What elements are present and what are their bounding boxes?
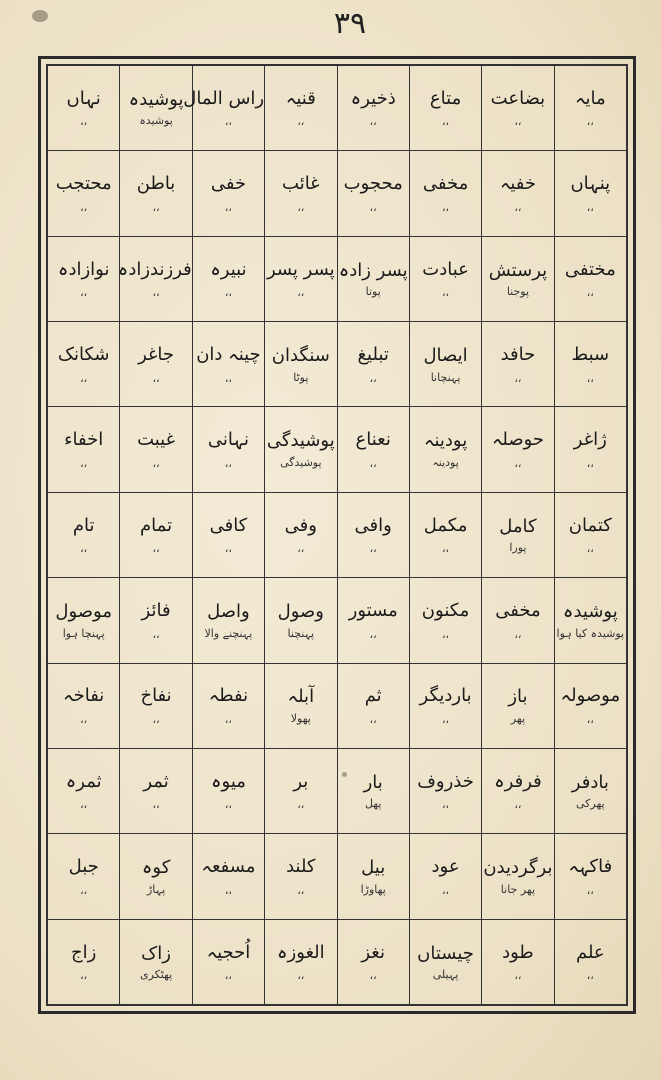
- word-cell: [265, 236, 337, 321]
- word-text: زاک: [141, 942, 171, 964]
- ditto-mark: ،،: [586, 286, 594, 300]
- word-text: مسفعہ: [201, 856, 256, 878]
- word-text: وافی: [354, 514, 392, 536]
- word-cell: [265, 578, 337, 663]
- vocabulary-table: [47, 65, 627, 1005]
- word-cell: [337, 322, 409, 407]
- ditto-mark: ،،: [80, 200, 88, 214]
- ditto-mark: ،،: [514, 627, 522, 641]
- word-cell: [192, 407, 264, 492]
- ditto-mark: ،،: [514, 456, 522, 470]
- gloss-text: پھٹکری: [139, 968, 173, 982]
- word-text: نہانی: [207, 429, 249, 451]
- word-text: متاع: [429, 87, 462, 109]
- word-cell: [48, 322, 120, 407]
- word-text: مایہ: [574, 87, 606, 109]
- ditto-mark: ،،: [369, 115, 377, 129]
- word-text: ثمرہ: [65, 770, 102, 792]
- word-cell: [120, 322, 192, 407]
- word-text: پوشیدہ: [562, 601, 618, 623]
- ditto-mark: ،،: [152, 456, 160, 470]
- word-text: مخفی: [422, 173, 469, 195]
- word-text: موصول: [55, 601, 112, 623]
- gloss-text: پھر: [510, 711, 526, 725]
- ditto-mark: ،،: [586, 969, 594, 983]
- ditto-mark: ،،: [152, 200, 160, 214]
- word-cell: [265, 663, 337, 748]
- ditto-mark: ،،: [514, 798, 522, 812]
- ditto-mark: ،،: [586, 712, 594, 726]
- ditto-mark: ،،: [514, 371, 522, 385]
- word-text: نفاخ: [140, 685, 172, 707]
- word-cell: [337, 578, 409, 663]
- word-text: مستور: [348, 600, 398, 622]
- ditto-mark: ،،: [514, 115, 522, 129]
- word-text: بیل: [361, 857, 386, 879]
- ditto-mark: ،،: [369, 456, 377, 470]
- ditto-mark: ،،: [586, 115, 594, 129]
- word-text: مختفی: [564, 258, 616, 280]
- gloss-text: پھل: [364, 797, 382, 811]
- ditto-mark: ،،: [152, 798, 160, 812]
- word-cell: [265, 407, 337, 492]
- word-text: زاج: [71, 941, 97, 963]
- word-text: بادفر: [571, 771, 609, 793]
- ditto-mark: ،،: [80, 542, 88, 556]
- word-text: ژاغر: [573, 429, 607, 451]
- word-cell: [192, 919, 264, 1004]
- gloss-text: پوشیدہ: [139, 114, 173, 128]
- word-cell: [337, 407, 409, 492]
- ditto-mark: ،،: [442, 200, 450, 214]
- word-text: نعناع: [355, 429, 391, 451]
- ditto-mark: ،،: [442, 542, 450, 556]
- ditto-mark: ،،: [224, 798, 232, 812]
- word-text: بار: [363, 771, 383, 793]
- word-text: فائز: [141, 600, 171, 622]
- word-cell: [554, 151, 626, 236]
- word-cell: [265, 151, 337, 236]
- word-text: پرستش: [488, 259, 548, 281]
- word-text: شکانک: [57, 343, 110, 365]
- gloss-text: پہنچا ہوا: [62, 626, 105, 640]
- gloss-text: پورا: [509, 541, 527, 555]
- word-cell: [48, 748, 120, 833]
- ditto-mark: ،،: [224, 883, 232, 897]
- ditto-mark: ،،: [586, 456, 594, 470]
- word-text: سنگدان: [271, 344, 330, 366]
- ditto-mark: ،،: [586, 371, 594, 385]
- word-text: پسر پسر: [266, 258, 335, 280]
- word-text: نوازادہ: [57, 258, 110, 280]
- word-cell: [409, 236, 481, 321]
- word-text: پنہاں: [570, 173, 611, 195]
- word-cell: [554, 834, 626, 919]
- word-text: وصول: [277, 601, 324, 623]
- gloss-text: پہنچانا: [430, 370, 461, 384]
- word-cell: [192, 492, 264, 577]
- word-cell: [120, 407, 192, 492]
- word-cell: [48, 663, 120, 748]
- word-text: باطن: [136, 173, 176, 195]
- ditto-mark: ،،: [80, 115, 88, 129]
- word-cell: [554, 322, 626, 407]
- ditto-mark: ،،: [369, 627, 377, 641]
- word-cell: [482, 322, 554, 407]
- word-cell: [265, 748, 337, 833]
- word-text: فرزندزادہ: [117, 258, 192, 280]
- word-text: نہاں: [66, 87, 101, 109]
- word-cell: [192, 578, 264, 663]
- word-text: عود: [431, 856, 460, 878]
- word-cell: [482, 492, 554, 577]
- word-text: اُحجیہ: [206, 941, 251, 963]
- table-row: [48, 834, 627, 919]
- gloss-text: پوشیدہ کیا ہوا: [556, 626, 625, 640]
- ditto-mark: ،،: [152, 286, 160, 300]
- word-text: وفی: [284, 514, 317, 536]
- word-text: عبادت: [422, 258, 469, 280]
- gloss-text: پودینہ: [432, 455, 459, 469]
- word-cell: [409, 834, 481, 919]
- word-cell: [482, 834, 554, 919]
- table-row: [48, 748, 627, 833]
- word-cell: [482, 66, 554, 151]
- word-cell: [48, 834, 120, 919]
- word-text: غائب: [282, 173, 320, 195]
- word-cell: [120, 151, 192, 236]
- ditto-mark: ،،: [297, 883, 305, 897]
- ditto-mark: ،،: [297, 200, 305, 214]
- gloss-text: پھرکی: [576, 797, 605, 811]
- gloss-text: پھولا: [290, 711, 311, 725]
- ditto-mark: ،،: [514, 969, 522, 983]
- ditto-mark: ،،: [224, 286, 232, 300]
- word-cell: [337, 66, 409, 151]
- ditto-mark: ،،: [442, 883, 450, 897]
- word-text: نبیرہ: [210, 258, 247, 280]
- ditto-mark: ،،: [297, 798, 305, 812]
- word-cell: [337, 236, 409, 321]
- word-cell: [265, 834, 337, 919]
- word-cell: [482, 236, 554, 321]
- word-cell: [554, 919, 626, 1004]
- word-cell: [192, 151, 264, 236]
- word-text: اخفاء: [64, 429, 104, 451]
- word-text: فرفرہ: [494, 770, 542, 792]
- ditto-mark: ،،: [442, 627, 450, 641]
- table-row: [48, 492, 627, 577]
- ditto-mark: ،،: [442, 712, 450, 726]
- word-cell: [554, 236, 626, 321]
- ditto-mark: ،،: [442, 798, 450, 812]
- gloss-text: پوشیدگی: [280, 455, 322, 469]
- word-text: پوشیدہ: [128, 88, 184, 110]
- word-text: حافد: [500, 343, 536, 365]
- word-text: الغوزہ: [276, 941, 325, 963]
- word-cell: [337, 748, 409, 833]
- table-frame: [38, 56, 636, 1014]
- ditto-mark: ،،: [586, 883, 594, 897]
- word-text: کلند: [286, 856, 316, 878]
- ditto-mark: ،،: [152, 712, 160, 726]
- word-text: کتمان: [568, 514, 612, 536]
- word-cell: [192, 748, 264, 833]
- word-cell: [48, 578, 120, 663]
- word-text: خفی: [210, 173, 247, 195]
- gloss-text: پہنچنا: [287, 626, 315, 640]
- ditto-mark: ،،: [442, 286, 450, 300]
- word-text: ذخیرہ: [350, 87, 396, 109]
- word-text: قنیہ: [285, 87, 316, 109]
- word-text: باز: [508, 686, 528, 708]
- word-cell: [48, 151, 120, 236]
- word-cell: [409, 66, 481, 151]
- word-cell: [48, 407, 120, 492]
- word-cell: [265, 492, 337, 577]
- word-cell: [337, 663, 409, 748]
- word-cell: [265, 919, 337, 1004]
- word-text: محتجب: [55, 173, 112, 195]
- word-text: ثمر: [143, 770, 169, 792]
- ditto-mark: ،،: [224, 371, 232, 385]
- ditto-mark: ،،: [297, 286, 305, 300]
- word-text: جاغر: [138, 343, 175, 365]
- word-text: نغز: [361, 941, 385, 963]
- gloss-text: پھر جانا: [500, 882, 536, 896]
- word-text: ثم: [364, 685, 382, 707]
- word-cell: [120, 834, 192, 919]
- word-cell: [48, 66, 120, 151]
- word-cell: [265, 66, 337, 151]
- ditto-mark: ،،: [152, 627, 160, 641]
- word-cell: [554, 407, 626, 492]
- word-text: چیستاں: [417, 942, 474, 964]
- word-cell: [482, 748, 554, 833]
- word-cell: [409, 578, 481, 663]
- word-cell: [409, 663, 481, 748]
- ditto-mark: ،،: [152, 542, 160, 556]
- ditto-mark: ،،: [152, 371, 160, 385]
- ditto-mark: ،،: [586, 542, 594, 556]
- word-cell: [482, 663, 554, 748]
- word-text: غیبت: [137, 429, 176, 451]
- word-cell: [409, 407, 481, 492]
- word-cell: [120, 492, 192, 577]
- ditto-mark: ،،: [369, 969, 377, 983]
- word-text: علم: [575, 941, 605, 963]
- ditto-mark: ،،: [80, 712, 88, 726]
- ditto-mark: ،،: [224, 969, 232, 983]
- ditto-mark: ،،: [369, 200, 377, 214]
- gloss-text: پہنچنے والا: [204, 626, 253, 640]
- word-text: خذروف: [417, 770, 474, 792]
- word-text: ایصال: [423, 344, 468, 366]
- ditto-mark: ،،: [442, 115, 450, 129]
- word-text: محجوب: [343, 173, 403, 195]
- ditto-mark: ،،: [224, 542, 232, 556]
- table-row: [48, 236, 627, 321]
- word-text: خفیہ: [499, 173, 537, 195]
- word-text: سبط: [571, 343, 610, 365]
- word-cell: [265, 322, 337, 407]
- table-row: [48, 66, 627, 151]
- word-text: چینہ دان: [196, 343, 261, 365]
- word-text: پسر زادہ: [338, 259, 408, 281]
- word-cell: [192, 236, 264, 321]
- word-text: باردیگر: [419, 685, 472, 707]
- ditto-mark: ،،: [80, 883, 88, 897]
- word-cell: [183, 66, 265, 151]
- table-row: [48, 578, 627, 663]
- ditto-mark: ،،: [514, 200, 522, 214]
- word-cell: [48, 919, 120, 1004]
- word-cell: [554, 578, 626, 663]
- word-text: میوہ: [210, 770, 246, 792]
- word-cell: [337, 919, 409, 1004]
- word-cell: [192, 663, 264, 748]
- word-cell: [120, 66, 192, 151]
- word-cell: [482, 578, 554, 663]
- word-text: جبل: [68, 856, 99, 878]
- word-cell: [482, 151, 554, 236]
- word-cell: [192, 322, 264, 407]
- word-text: کامل: [499, 515, 537, 537]
- table-row: [48, 322, 627, 407]
- ditto-mark: ،،: [224, 200, 232, 214]
- word-text: کوہ: [141, 857, 171, 879]
- word-cell: [554, 663, 626, 748]
- word-cell: [117, 236, 192, 321]
- word-cell: [48, 236, 120, 321]
- word-text: آبلہ: [287, 686, 315, 708]
- gloss-text: پوٹا: [293, 370, 309, 384]
- word-text: طود: [502, 941, 534, 963]
- page-number: ۳۹: [333, 6, 367, 41]
- word-cell: [120, 578, 192, 663]
- word-cell: [120, 663, 192, 748]
- word-text: تام: [72, 514, 95, 536]
- ditto-mark: ،،: [224, 115, 232, 129]
- ditto-mark: ،،: [80, 969, 88, 983]
- ditto-mark: ،،: [369, 371, 377, 385]
- gloss-text: پوتا: [365, 285, 381, 299]
- word-text: موصولہ: [560, 685, 621, 707]
- ink-stain: [32, 10, 48, 22]
- word-text: مکمل: [423, 514, 468, 536]
- word-cell: [482, 407, 554, 492]
- ditto-mark: ،،: [80, 286, 88, 300]
- word-text: فاکہہ: [568, 856, 613, 878]
- ditto-mark: ،،: [224, 456, 232, 470]
- table-row: [48, 663, 627, 748]
- ditto-mark: ،،: [297, 969, 305, 983]
- word-text: حوصلہ: [491, 429, 545, 451]
- gloss-text: پوجنا: [506, 285, 530, 299]
- ditto-mark: ،،: [369, 712, 377, 726]
- word-text: نفطہ: [208, 685, 249, 707]
- table-row: [48, 919, 627, 1004]
- word-cell: [482, 919, 554, 1004]
- word-text: بضاعت: [490, 87, 546, 109]
- ditto-mark: ،،: [224, 712, 232, 726]
- word-text: راس المال: [183, 87, 265, 109]
- word-text: برگردیدن: [483, 857, 553, 879]
- table-row: [48, 151, 627, 236]
- word-cell: [192, 834, 264, 919]
- gloss-text: پہاڑ: [146, 882, 166, 896]
- word-text: بر: [293, 770, 309, 792]
- word-text: مکنون: [421, 600, 470, 622]
- ditto-mark: ،،: [369, 542, 377, 556]
- ditto-mark: ،،: [80, 371, 88, 385]
- word-cell: [554, 492, 626, 577]
- ditto-mark: ،،: [586, 200, 594, 214]
- word-text: پودینہ: [423, 430, 468, 452]
- ditto-mark: ،،: [297, 542, 305, 556]
- word-cell: [409, 151, 481, 236]
- word-text: تمام: [140, 514, 173, 536]
- word-cell: [554, 66, 626, 151]
- word-cell: [409, 919, 481, 1004]
- word-text: تبلیغ: [357, 343, 389, 365]
- word-cell: [409, 748, 481, 833]
- word-text: واصل: [207, 601, 250, 623]
- word-text: نفاخہ: [63, 685, 105, 707]
- word-text: مخفی: [495, 600, 541, 622]
- word-cell: [409, 492, 481, 577]
- word-cell: [409, 322, 481, 407]
- gloss-text: پہیلی: [432, 968, 459, 982]
- word-cell: [337, 151, 409, 236]
- ditto-mark: ،،: [297, 115, 305, 129]
- ditto-mark: ،،: [80, 798, 88, 812]
- word-text: کافی: [209, 514, 248, 536]
- word-cell: [48, 492, 120, 577]
- word-cell: [120, 748, 192, 833]
- word-text: پوشیدگی: [266, 430, 335, 452]
- ditto-mark: ،،: [80, 456, 88, 470]
- word-cell: [337, 492, 409, 577]
- table-row: [48, 407, 627, 492]
- word-cell: [554, 748, 626, 833]
- word-cell: [120, 919, 192, 1004]
- gloss-text: پھاوڑا: [360, 882, 386, 896]
- word-cell: [337, 834, 409, 919]
